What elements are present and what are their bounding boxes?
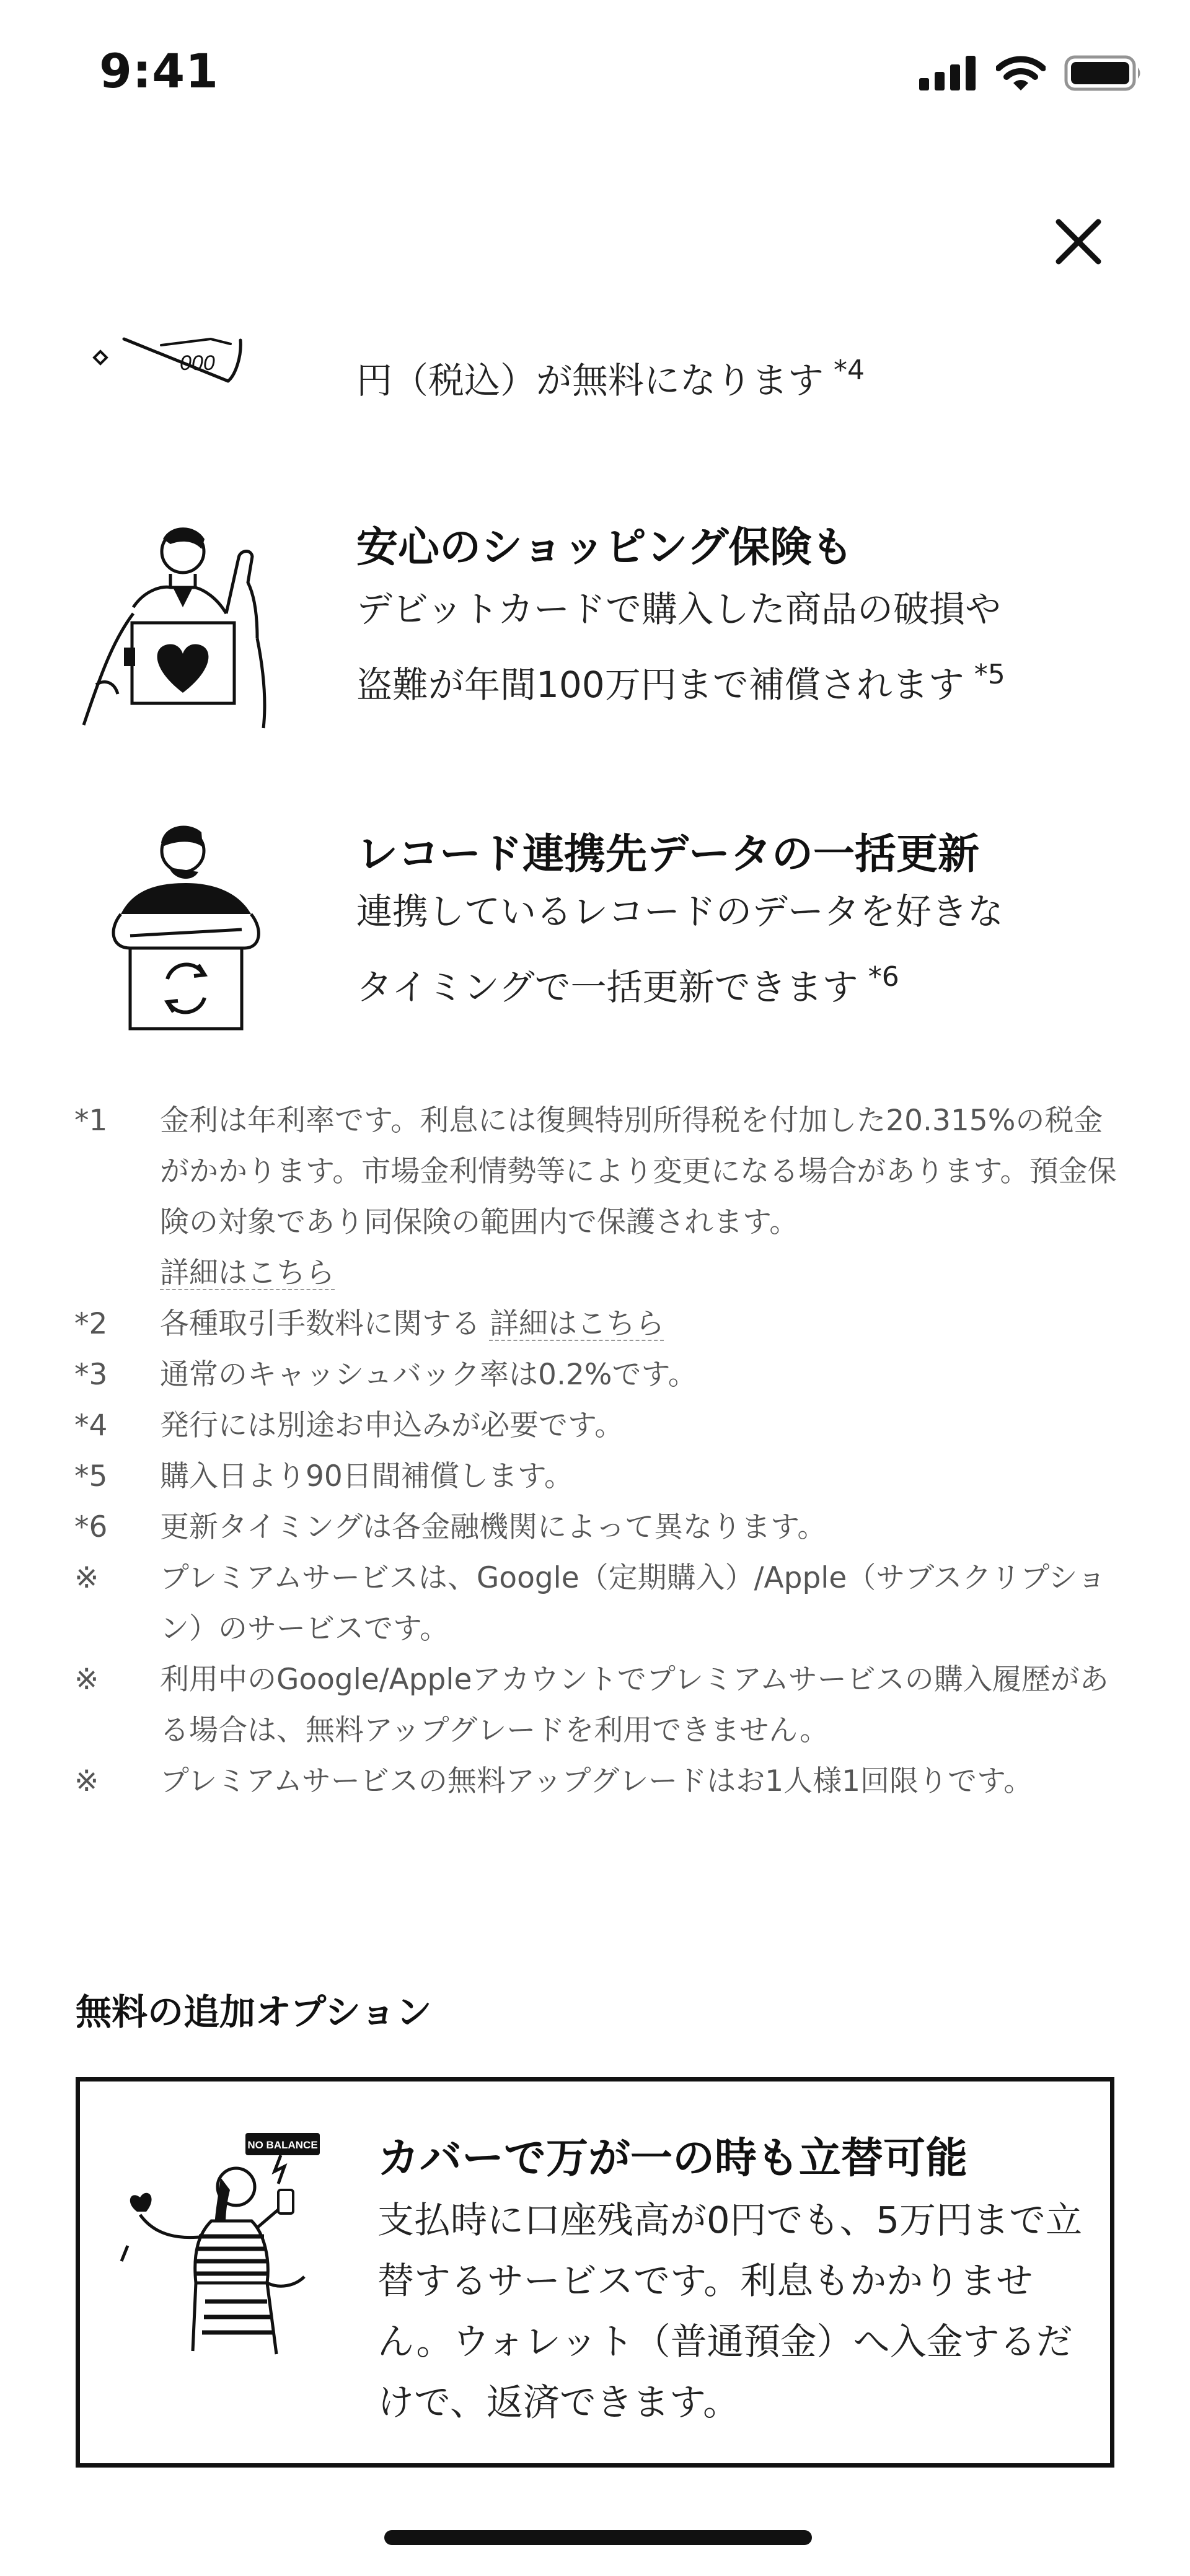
battery-icon [1064, 55, 1144, 91]
footnote-item: *3 通常のキャッシュバック率は0.2%です。 [74, 1358, 697, 1392]
cover-option-description: 支払時に口座残高が0円でも、5万円まで立替するサービスです。利息もかかりません。ウォレット（普通預金）へ入金するだけで、返済できます。 [377, 2199, 1083, 2424]
cover-option-title: カバーで万が一の時も立替可能 [377, 2134, 968, 2183]
free-fee-text: 円（税込）が無料になります $^{*4}$ [356, 354, 865, 402]
status-time: 9:41 [99, 43, 219, 99]
no-balance-badge: NO BALANCE [247, 2139, 318, 2151]
footnote-item: *6 更新タイミングは各金融機関によって異なります。 [74, 1510, 827, 1544]
insurance-title: 安心のショッピング保険も [356, 523, 853, 571]
insurance-text: デビットカードで購入した商品の破損や 盗難が年間100万円まで補償されます $^{*5}$ [356, 588, 1005, 706]
footnote-item: ※ 利用中のGoogle/Appleアカウントでプレミアムサービスの購入履歴がある場合は、無料アップグレードを利用できません。 [74, 1663, 1109, 1747]
footnote-item: *1 金利は年利率です。利息には復興特別所得税を付加した20.315%の税金がかかります。市場金利情勢等により変更になる場合があります。預金保険の対象であり同保険の範囲内で保護されます。 詳細はこちら [74, 1104, 1117, 1290]
signal-icon [919, 56, 977, 90]
sync-person-illustration-icon [96, 821, 276, 1032]
status-icons [919, 55, 1144, 92]
details-link[interactable]: 詳細はこちら [160, 1256, 335, 1290]
close-button[interactable] [1047, 211, 1109, 273]
footnote-ref: *4 [834, 354, 865, 386]
svg-text:000: 000 [180, 351, 215, 375]
footnote-item: *5 購入日より90日間補償します。 [74, 1459, 574, 1493]
bulk-update-title: レコード連携先データの一括更新 [356, 830, 979, 878]
footnote-item: ※ プレミアムサービスの無料アップグレードはお1人様1回限りです。 [74, 1764, 1033, 1798]
footnote-item: ※ プレミアムサービスは、Google（定期購入）/Apple（サブスクリプション）のサービスです。 [74, 1561, 1106, 1646]
card-illustration-icon [87, 332, 254, 387]
cover-option-card[interactable] [76, 2077, 1114, 2468]
footnote-item: *4 発行には別途お申込みが必要です。 [74, 1409, 624, 1443]
footnote-item: *2 各種取引手数料に関する 詳細はこちら [74, 1307, 664, 1341]
status-bar [0, 0, 1190, 149]
wifi-icon [996, 55, 1046, 92]
no-balance-illustration-icon [118, 2128, 329, 2363]
options-heading: 無料の追加オプション [76, 1991, 432, 2033]
heart-person-illustration-icon [77, 521, 288, 731]
footnote-ref: *5 [974, 659, 1005, 690]
close-icon [1047, 211, 1109, 273]
footnote-ref: *6 [868, 961, 899, 993]
bulk-update-text: 連携しているレコードのデータを好きな タイミングで一括更新できます $^{*6}$ [356, 890, 1004, 1008]
footnotes [74, 1096, 1128, 1807]
home-indicator[interactable] [384, 2530, 812, 2545]
fee-details-link[interactable]: 詳細はこちら [489, 1307, 664, 1341]
